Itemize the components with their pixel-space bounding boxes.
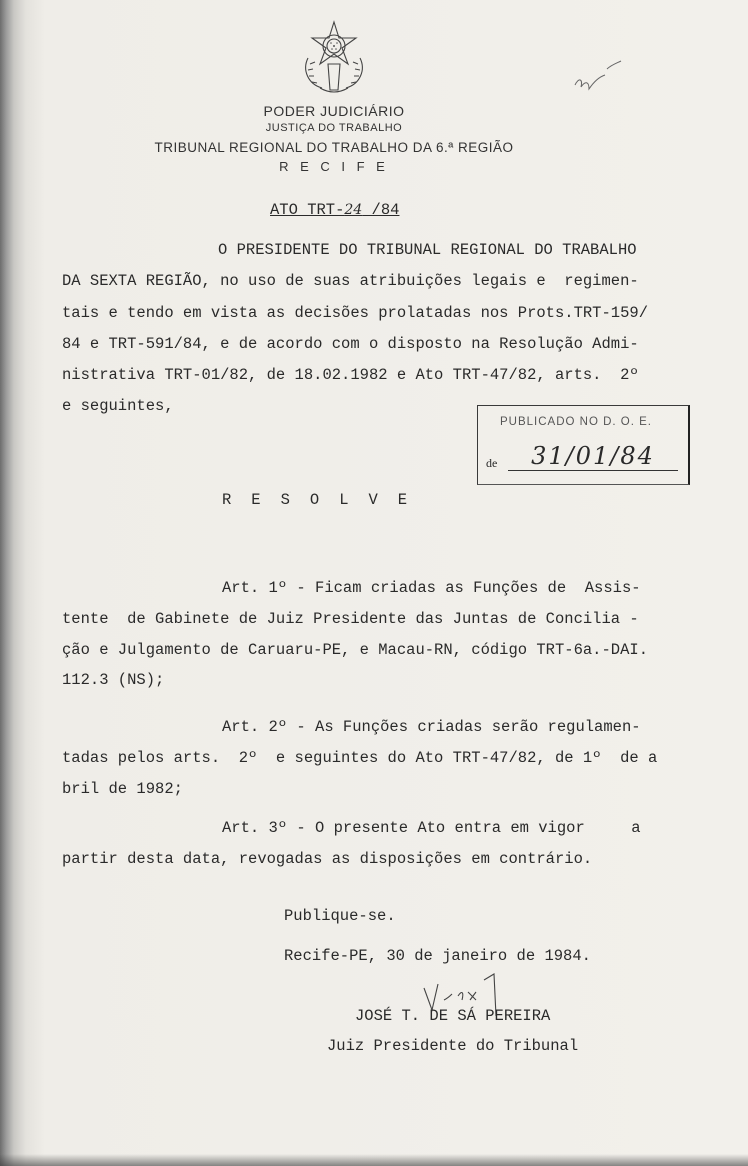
act-title: ATO TRT-24 /84	[270, 201, 400, 219]
preamble-line: 84 e TRT-591/84, e de acordo com o disposto na Resolução Admi-	[62, 335, 639, 353]
article-line: partir desta data, revogadas as disposições em contrário.	[62, 850, 593, 868]
preamble-line: e seguintes,	[62, 397, 174, 415]
stamp-de-label: de	[486, 456, 498, 470]
coat-of-arms-emblem	[298, 18, 370, 98]
article-line: tente de Gabinete de Juiz Presidente das Juntas de Concilia -	[62, 610, 639, 628]
preamble-line: tais e tendo em vista as decisões prolatadas nos Prots.TRT-159/	[62, 304, 648, 322]
resolve-heading: RESOLVE	[222, 491, 428, 509]
publish-order: Publique-se.	[284, 907, 396, 925]
signer-name: JOSÉ T. DE SÁ PEREIRA	[355, 1007, 551, 1025]
place-and-date: Recife-PE, 30 de janeiro de 1984.	[284, 947, 591, 965]
article-line: ção e Julgamento de Caruaru-PE, e Macau-RN, código TRT-6a.-DAI.	[62, 641, 648, 659]
letterhead-labor-justice: JUSTIÇA DO TRABALHO	[265, 122, 403, 134]
preamble-line: DA SEXTA REGIÃO, no uso de suas atribuições legais e regimen-	[62, 272, 639, 290]
article-line: Art. 3º - O presente Ato entra em vigor a	[222, 819, 641, 837]
handwritten-corner-mark	[555, 55, 635, 110]
stamp-title: PUBLICADO NO D. O. E.	[500, 416, 652, 428]
letterhead-tribunal: TRIBUNAL REGIONAL DO TRABALHO DA 6.ª REGIÃO	[154, 140, 514, 155]
preamble-line: nistrativa TRT-01/82, de 18.02.1982 e Ato TRT-47/82, arts. 2º	[62, 366, 639, 384]
signer-title: Juiz Presidente do Tribunal	[327, 1037, 579, 1055]
preamble-line: O PRESIDENTE DO TRIBUNAL REGIONAL DO TRABALHO	[218, 241, 637, 259]
article-line: Art. 1º - Ficam criadas as Funções de Assis-	[222, 579, 641, 597]
article-line: tadas pelos arts. 2º e seguintes do Ato TRT-47/82, de 1º de a	[62, 749, 658, 767]
page-bottom-shadow	[0, 1154, 748, 1166]
publication-stamp	[477, 405, 690, 485]
letterhead-city: R E C I F E	[279, 159, 389, 174]
article-line: bril de 1982;	[62, 780, 183, 798]
article-line: Art. 2º - As Funções criadas serão regulamen-	[222, 718, 641, 736]
letterhead-judiciary: PODER JUDICIÁRIO	[263, 103, 405, 119]
stamp-date: 31/01/84	[508, 442, 678, 471]
article-line: 112.3 (NS);	[62, 671, 165, 689]
